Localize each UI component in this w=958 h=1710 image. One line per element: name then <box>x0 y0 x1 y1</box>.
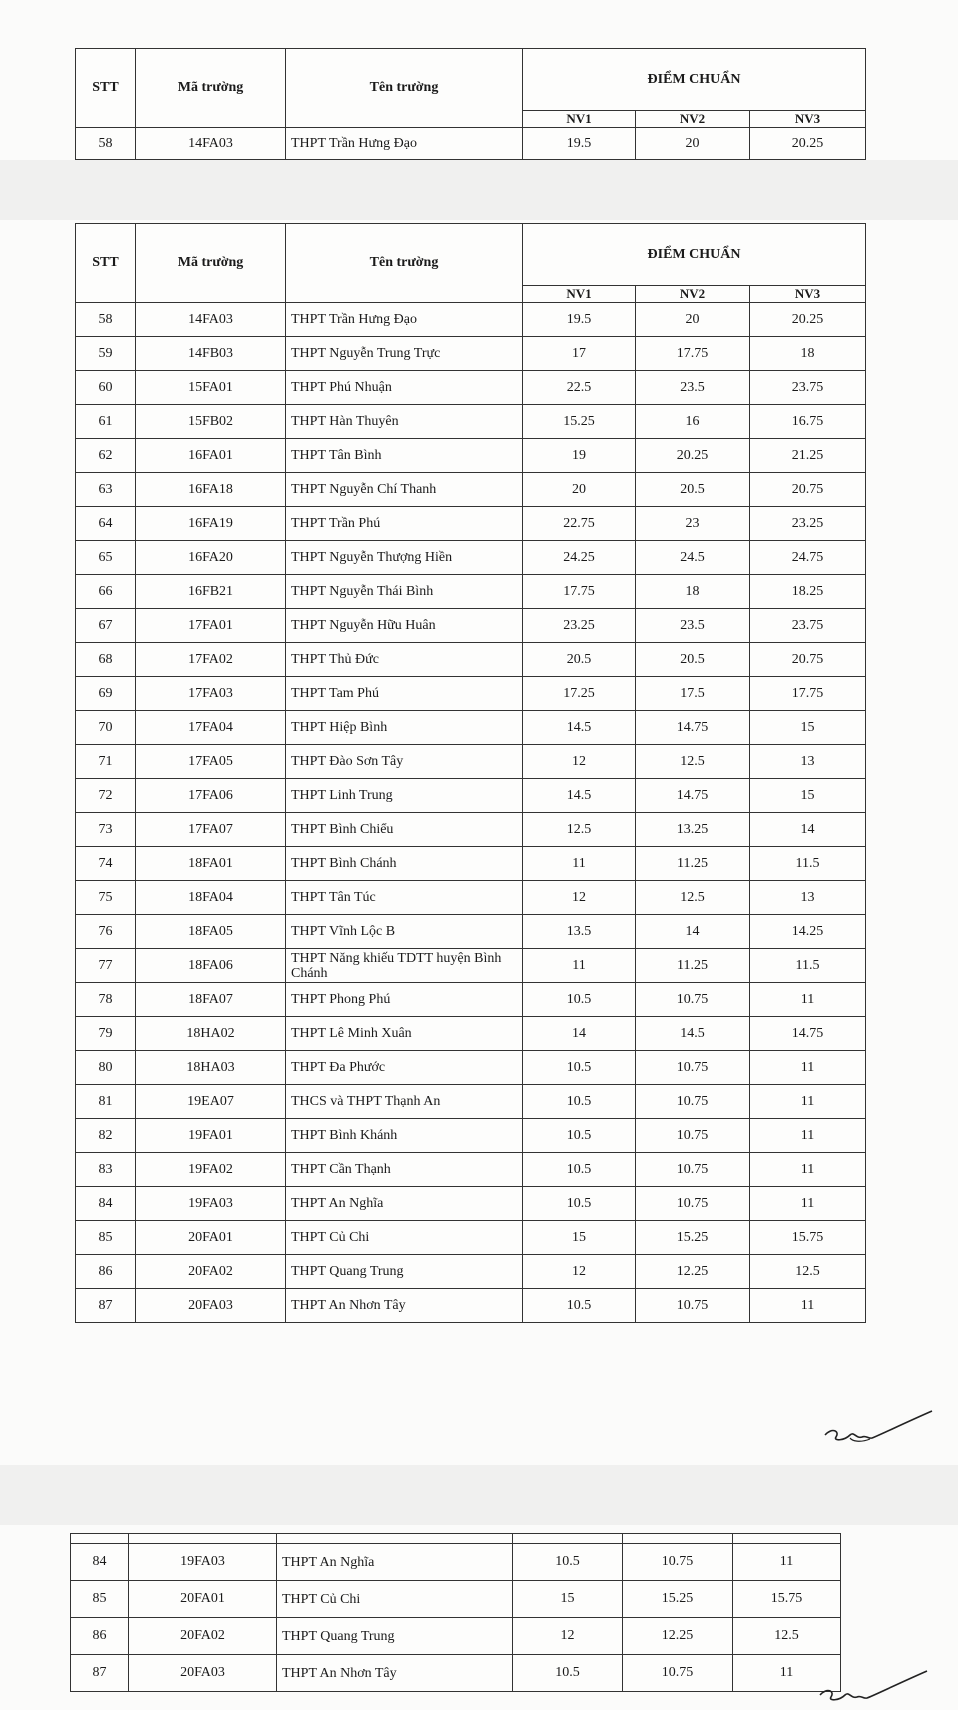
cell-nv1: 14.5 <box>523 779 636 813</box>
top-fragment-table <box>75 48 866 160</box>
cell-nv3: 20.25 <box>750 303 866 337</box>
cell-nv1: 12 <box>523 881 636 915</box>
bottom-fragment-table <box>70 1533 841 1692</box>
cell-nv3: 21.25 <box>750 439 866 473</box>
cell-nv1: 20 <box>523 473 636 507</box>
cell-nv3: 20.75 <box>750 473 866 507</box>
cell-ten: THPT Bình Chiểu <box>286 813 523 847</box>
cell-nv3: 12.5 <box>750 1255 866 1289</box>
cell-ma: 18FA06 <box>136 949 286 983</box>
cell-stt: 79 <box>76 1017 136 1051</box>
table-row <box>76 1255 866 1289</box>
cell-nv1: 12 <box>523 745 636 779</box>
cell-nv1: 15.25 <box>523 405 636 439</box>
table-row <box>76 643 866 677</box>
header-ten-truong: Tên trường <box>286 49 523 128</box>
cell-nv1: 15 <box>523 1221 636 1255</box>
cell-nv3: 13 <box>750 745 866 779</box>
cell-nv2: 10.75 <box>636 1051 750 1085</box>
cell-ten: THPT Trần Hưng Đạo <box>286 128 523 160</box>
table-row <box>76 983 866 1017</box>
cell-nv2: 12.25 <box>623 1618 733 1655</box>
cell-ten: THPT Năng khiếu TDTT huyện Bình Chánh <box>286 949 523 983</box>
cell-ma: 18FA04 <box>136 881 286 915</box>
cell-ten: THPT An Nghĩa <box>286 1187 523 1221</box>
cell-ma: 20FA03 <box>129 1655 277 1692</box>
cell-nv2: 23.5 <box>636 609 750 643</box>
cell-stt: 84 <box>76 1187 136 1221</box>
cell-ten: THPT Phong Phú <box>286 983 523 1017</box>
table-row <box>76 1289 866 1323</box>
cell-stt: 87 <box>71 1655 129 1692</box>
header-stt: STT <box>76 49 136 128</box>
cell-nv2: 14.75 <box>636 711 750 745</box>
table-row <box>76 881 866 915</box>
cell-ma: 18HA02 <box>136 1017 286 1051</box>
table-row <box>76 1187 866 1221</box>
cell-nv1: 10.5 <box>523 1085 636 1119</box>
header-diem-chuan: ĐIỂM CHUẨN <box>523 49 866 111</box>
cell-nv1: 22.5 <box>523 371 636 405</box>
cell-ten: THPT Củ Chi <box>286 1221 523 1255</box>
cell-nv2: 12.25 <box>636 1255 750 1289</box>
cell-nv2: 13.25 <box>636 813 750 847</box>
page-gap <box>0 1465 958 1525</box>
table-row <box>76 541 866 575</box>
table-row <box>71 1618 841 1655</box>
cell-nv2: 12.5 <box>636 745 750 779</box>
cell-nv1: 14.5 <box>523 711 636 745</box>
cell-ma: 16FA18 <box>136 473 286 507</box>
cell-ten: THPT Tân Túc <box>286 881 523 915</box>
cell-ma: 19FA01 <box>136 1119 286 1153</box>
cell-nv2: 20.5 <box>636 643 750 677</box>
cell-nv3: 14.25 <box>750 915 866 949</box>
cell-nv3: 12.5 <box>733 1618 841 1655</box>
cell-ten: THPT Tam Phú <box>286 677 523 711</box>
cell-nv2: 20 <box>636 128 750 160</box>
cell-nv2: 20.25 <box>636 439 750 473</box>
cell-ten: THPT Vĩnh Lộc B <box>286 915 523 949</box>
cell-ma: 17FA02 <box>136 643 286 677</box>
cell-stt: 73 <box>76 813 136 847</box>
header-nv2: NV2 <box>636 286 750 303</box>
table-row <box>76 1085 866 1119</box>
cell-nv3: 13 <box>750 881 866 915</box>
cell-nv2: 15.25 <box>636 1221 750 1255</box>
cell-ten: THPT Bình Khánh <box>286 1119 523 1153</box>
cell-stt: 59 <box>76 337 136 371</box>
cell-ma: 17FA01 <box>136 609 286 643</box>
cell-stt: 74 <box>76 847 136 881</box>
cell-ten: THPT Đa Phước <box>286 1051 523 1085</box>
cell-ma: 17FA03 <box>136 677 286 711</box>
cell-ma: 20FA02 <box>136 1255 286 1289</box>
cell-nv1: 10.5 <box>523 1289 636 1323</box>
cell-stt: 86 <box>76 1255 136 1289</box>
cell-nv1: 19.5 <box>523 128 636 160</box>
cell-nv3: 18 <box>750 337 866 371</box>
cell-stt: 71 <box>76 745 136 779</box>
cell-nv3: 11 <box>733 1655 841 1692</box>
cell-stt: 87 <box>76 1289 136 1323</box>
cell-nv3: 16.75 <box>750 405 866 439</box>
cell-ma: 15FA01 <box>136 371 286 405</box>
cell-nv1: 19 <box>523 439 636 473</box>
cell-nv3: 11 <box>750 1119 866 1153</box>
cell-nv3: 11 <box>750 1289 866 1323</box>
cell-nv1: 17.25 <box>523 677 636 711</box>
cell-nv3: 11.5 <box>750 847 866 881</box>
cell-stt: 67 <box>76 609 136 643</box>
cell-nv3: 11 <box>750 1051 866 1085</box>
cell-nv2: 12.5 <box>636 881 750 915</box>
cell-stt: 81 <box>76 1085 136 1119</box>
cell-stt: 78 <box>76 983 136 1017</box>
table-row <box>76 575 866 609</box>
cell-nv1: 12.5 <box>523 813 636 847</box>
table-row <box>76 1051 866 1085</box>
cell-ten: THPT An Nhơn Tây <box>277 1655 513 1692</box>
cell-nv1: 23.25 <box>523 609 636 643</box>
cell-nv1: 10.5 <box>523 983 636 1017</box>
table-row <box>76 711 866 745</box>
signature-icon <box>815 1665 935 1710</box>
cell-stt: 68 <box>76 643 136 677</box>
cell-stt: 76 <box>76 915 136 949</box>
cell-ma: 20FA02 <box>129 1618 277 1655</box>
table-row <box>76 303 866 337</box>
header-nv1: NV1 <box>523 286 636 303</box>
cell-nv2: 24.5 <box>636 541 750 575</box>
cell-stt: 77 <box>76 949 136 983</box>
cell-ten: THPT Hàn Thuyên <box>286 405 523 439</box>
table-row <box>76 128 866 160</box>
cell-ma: 20FA01 <box>129 1581 277 1618</box>
cell-nv1: 11 <box>523 847 636 881</box>
cell-nv3: 15.75 <box>750 1221 866 1255</box>
cell-nv1: 10.5 <box>523 1051 636 1085</box>
table-row <box>76 1017 866 1051</box>
table-row <box>76 847 866 881</box>
cell-nv1: 11 <box>523 949 636 983</box>
cell-nv3: 11 <box>750 1085 866 1119</box>
cell-stt: 69 <box>76 677 136 711</box>
cell-ten: THPT Đào Sơn Tây <box>286 745 523 779</box>
cell-ma: 17FA07 <box>136 813 286 847</box>
cell-nv1: 17.75 <box>523 575 636 609</box>
table-row <box>76 949 866 983</box>
cell-nv1: 10.5 <box>513 1544 623 1581</box>
cell-nv1: 13.5 <box>523 915 636 949</box>
cell-nv1: 20.5 <box>523 643 636 677</box>
cell-ten: THPT Cần Thạnh <box>286 1153 523 1187</box>
cell-ma: 19FA03 <box>136 1187 286 1221</box>
cell-nv1: 10.5 <box>523 1153 636 1187</box>
cell-nv2: 14 <box>636 915 750 949</box>
cell-ten: THPT Nguyễn Trung Trực <box>286 337 523 371</box>
cell-nv2: 11.25 <box>636 847 750 881</box>
header-nv3: NV3 <box>750 286 866 303</box>
cell-nv3: 20.75 <box>750 643 866 677</box>
signature-icon <box>820 1405 940 1450</box>
table-row <box>76 915 866 949</box>
cell-stt: 70 <box>76 711 136 745</box>
cell-ma: 20FA01 <box>136 1221 286 1255</box>
table-row <box>76 371 866 405</box>
cell-nv1: 10.5 <box>513 1655 623 1692</box>
cell-nv3: 20.25 <box>750 128 866 160</box>
cell-ten: THPT Bình Chánh <box>286 847 523 881</box>
cell-stt: 60 <box>76 371 136 405</box>
cell-nv2: 16 <box>636 405 750 439</box>
cell-nv1: 19.5 <box>523 303 636 337</box>
cell-nv3: 15 <box>750 711 866 745</box>
table-row <box>76 1119 866 1153</box>
cell-nv1: 12 <box>523 1255 636 1289</box>
cell-ten: THPT Nguyễn Hữu Huân <box>286 609 523 643</box>
header-stt: STT <box>76 224 136 303</box>
cell-ten: THPT Củ Chi <box>277 1581 513 1618</box>
cell-nv3: 11 <box>733 1544 841 1581</box>
top-page-fragment <box>0 0 958 160</box>
cell-stt: 83 <box>76 1153 136 1187</box>
page-gap <box>0 160 958 220</box>
cell-nv2: 10.75 <box>636 1289 750 1323</box>
cell-nv2: 18 <box>636 575 750 609</box>
cell-nv3: 23.75 <box>750 609 866 643</box>
cell-ma: 16FA01 <box>136 439 286 473</box>
cell-ten: THPT Hiệp Bình <box>286 711 523 745</box>
cell-ma: 19FA02 <box>136 1153 286 1187</box>
cell-stt: 85 <box>71 1581 129 1618</box>
cell-ten: THPT Quang Trung <box>277 1618 513 1655</box>
cell-stt: 63 <box>76 473 136 507</box>
cell-ten: THPT An Nghĩa <box>277 1544 513 1581</box>
cell-ten: THPT Trần Hưng Đạo <box>286 303 523 337</box>
cell-stt: 84 <box>71 1544 129 1581</box>
cell-nv3: 18.25 <box>750 575 866 609</box>
cell-nv3: 11 <box>750 983 866 1017</box>
cell-nv2: 10.75 <box>636 983 750 1017</box>
cell-ten: THPT Thủ Đức <box>286 643 523 677</box>
cell-nv3: 14 <box>750 813 866 847</box>
header-diem-chuan: ĐIỂM CHUẨN <box>523 224 866 286</box>
cell-stt: 64 <box>76 507 136 541</box>
table-row <box>76 609 866 643</box>
main-table <box>75 223 866 1323</box>
cell-nv2: 20 <box>636 303 750 337</box>
cell-ten: THPT An Nhơn Tây <box>286 1289 523 1323</box>
cell-nv3: 15 <box>750 779 866 813</box>
cell-nv1: 12 <box>513 1618 623 1655</box>
cell-ten: THPT Nguyễn Thái Bình <box>286 575 523 609</box>
table-row <box>71 1655 841 1692</box>
cell-ten: THPT Tân Bình <box>286 439 523 473</box>
cell-ten: THPT Lê Minh Xuân <box>286 1017 523 1051</box>
cell-ten: THPT Phú Nhuận <box>286 371 523 405</box>
table-row <box>76 439 866 473</box>
cell-nv2: 10.75 <box>636 1119 750 1153</box>
cell-ma: 18FA05 <box>136 915 286 949</box>
cell-nv3: 23.75 <box>750 371 866 405</box>
cell-nv1: 24.25 <box>523 541 636 575</box>
table-row <box>76 337 866 371</box>
header-ma-truong: Mã trường <box>136 224 286 303</box>
cell-nv3: 23.25 <box>750 507 866 541</box>
cell-nv1: 15 <box>513 1581 623 1618</box>
header-nv3: NV3 <box>750 111 866 128</box>
cell-nv2: 15.25 <box>623 1581 733 1618</box>
table-row <box>71 1581 841 1618</box>
cell-nv3: 17.75 <box>750 677 866 711</box>
table-row <box>76 405 866 439</box>
cell-nv1: 22.75 <box>523 507 636 541</box>
cell-stt: 65 <box>76 541 136 575</box>
cell-nv3: 24.75 <box>750 541 866 575</box>
cell-nv3: 11 <box>750 1153 866 1187</box>
cell-nv2: 10.75 <box>636 1187 750 1221</box>
cell-nv2: 10.75 <box>623 1544 733 1581</box>
cell-stt: 82 <box>76 1119 136 1153</box>
table-row <box>76 507 866 541</box>
cell-ma: 19FA03 <box>129 1544 277 1581</box>
cell-nv2: 17.75 <box>636 337 750 371</box>
table-row <box>76 473 866 507</box>
main-page <box>0 220 958 1465</box>
cell-ma: 17FA05 <box>136 745 286 779</box>
cell-nv2: 17.5 <box>636 677 750 711</box>
cell-ma: 16FA20 <box>136 541 286 575</box>
cell-ma: 18HA03 <box>136 1051 286 1085</box>
cell-nv2: 14.5 <box>636 1017 750 1051</box>
cell-ma: 14FA03 <box>136 128 286 160</box>
cell-stt: 58 <box>76 128 136 160</box>
cell-ma: 18FA01 <box>136 847 286 881</box>
table-row <box>76 1221 866 1255</box>
table-row <box>76 1153 866 1187</box>
cell-ten: THPT Nguyễn Chí Thanh <box>286 473 523 507</box>
cell-nv2: 23 <box>636 507 750 541</box>
cell-stt: 58 <box>76 303 136 337</box>
cell-ten: THPT Quang Trung <box>286 1255 523 1289</box>
cell-nv2: 14.75 <box>636 779 750 813</box>
cell-nv2: 10.75 <box>623 1655 733 1692</box>
cell-ten: THCS và THPT Thạnh An <box>286 1085 523 1119</box>
table-row <box>71 1544 841 1581</box>
cell-ma: 14FA03 <box>136 303 286 337</box>
cell-stt: 62 <box>76 439 136 473</box>
cell-ma: 17FA06 <box>136 779 286 813</box>
table-row <box>76 745 866 779</box>
cell-ma: 15FB02 <box>136 405 286 439</box>
cell-nv1: 17 <box>523 337 636 371</box>
header-nv2: NV2 <box>636 111 750 128</box>
cell-nv2: 11.25 <box>636 949 750 983</box>
cell-ma: 19EA07 <box>136 1085 286 1119</box>
table-row <box>76 813 866 847</box>
cell-ten: THPT Nguyễn Thượng Hiền <box>286 541 523 575</box>
cell-stt: 80 <box>76 1051 136 1085</box>
cell-nv2: 20.5 <box>636 473 750 507</box>
cell-nv2: 10.75 <box>636 1085 750 1119</box>
cell-stt: 72 <box>76 779 136 813</box>
cell-nv1: 14 <box>523 1017 636 1051</box>
cell-nv3: 11 <box>750 1187 866 1221</box>
cell-ma: 17FA04 <box>136 711 286 745</box>
cell-nv2: 23.5 <box>636 371 750 405</box>
cell-nv3: 15.75 <box>733 1581 841 1618</box>
cell-ten: THPT Linh Trung <box>286 779 523 813</box>
cell-stt: 85 <box>76 1221 136 1255</box>
cell-stt: 66 <box>76 575 136 609</box>
table-row <box>76 779 866 813</box>
cell-ma: 20FA03 <box>136 1289 286 1323</box>
cell-stt: 75 <box>76 881 136 915</box>
cell-ma: 16FA19 <box>136 507 286 541</box>
cell-ma: 14FB03 <box>136 337 286 371</box>
cell-nv3: 11.5 <box>750 949 866 983</box>
bottom-page-fragment <box>0 1525 958 1710</box>
cell-nv1: 10.5 <box>523 1187 636 1221</box>
header-ma-truong: Mã trường <box>136 49 286 128</box>
header-ten-truong: Tên trường <box>286 224 523 303</box>
table-row <box>76 677 866 711</box>
cell-nv3: 14.75 <box>750 1017 866 1051</box>
header-nv1: NV1 <box>523 111 636 128</box>
cell-stt: 61 <box>76 405 136 439</box>
cell-ma: 18FA07 <box>136 983 286 1017</box>
cell-stt: 86 <box>71 1618 129 1655</box>
cell-nv2: 10.75 <box>636 1153 750 1187</box>
cell-ma: 16FB21 <box>136 575 286 609</box>
cell-nv1: 10.5 <box>523 1119 636 1153</box>
cell-ten: THPT Trần Phú <box>286 507 523 541</box>
